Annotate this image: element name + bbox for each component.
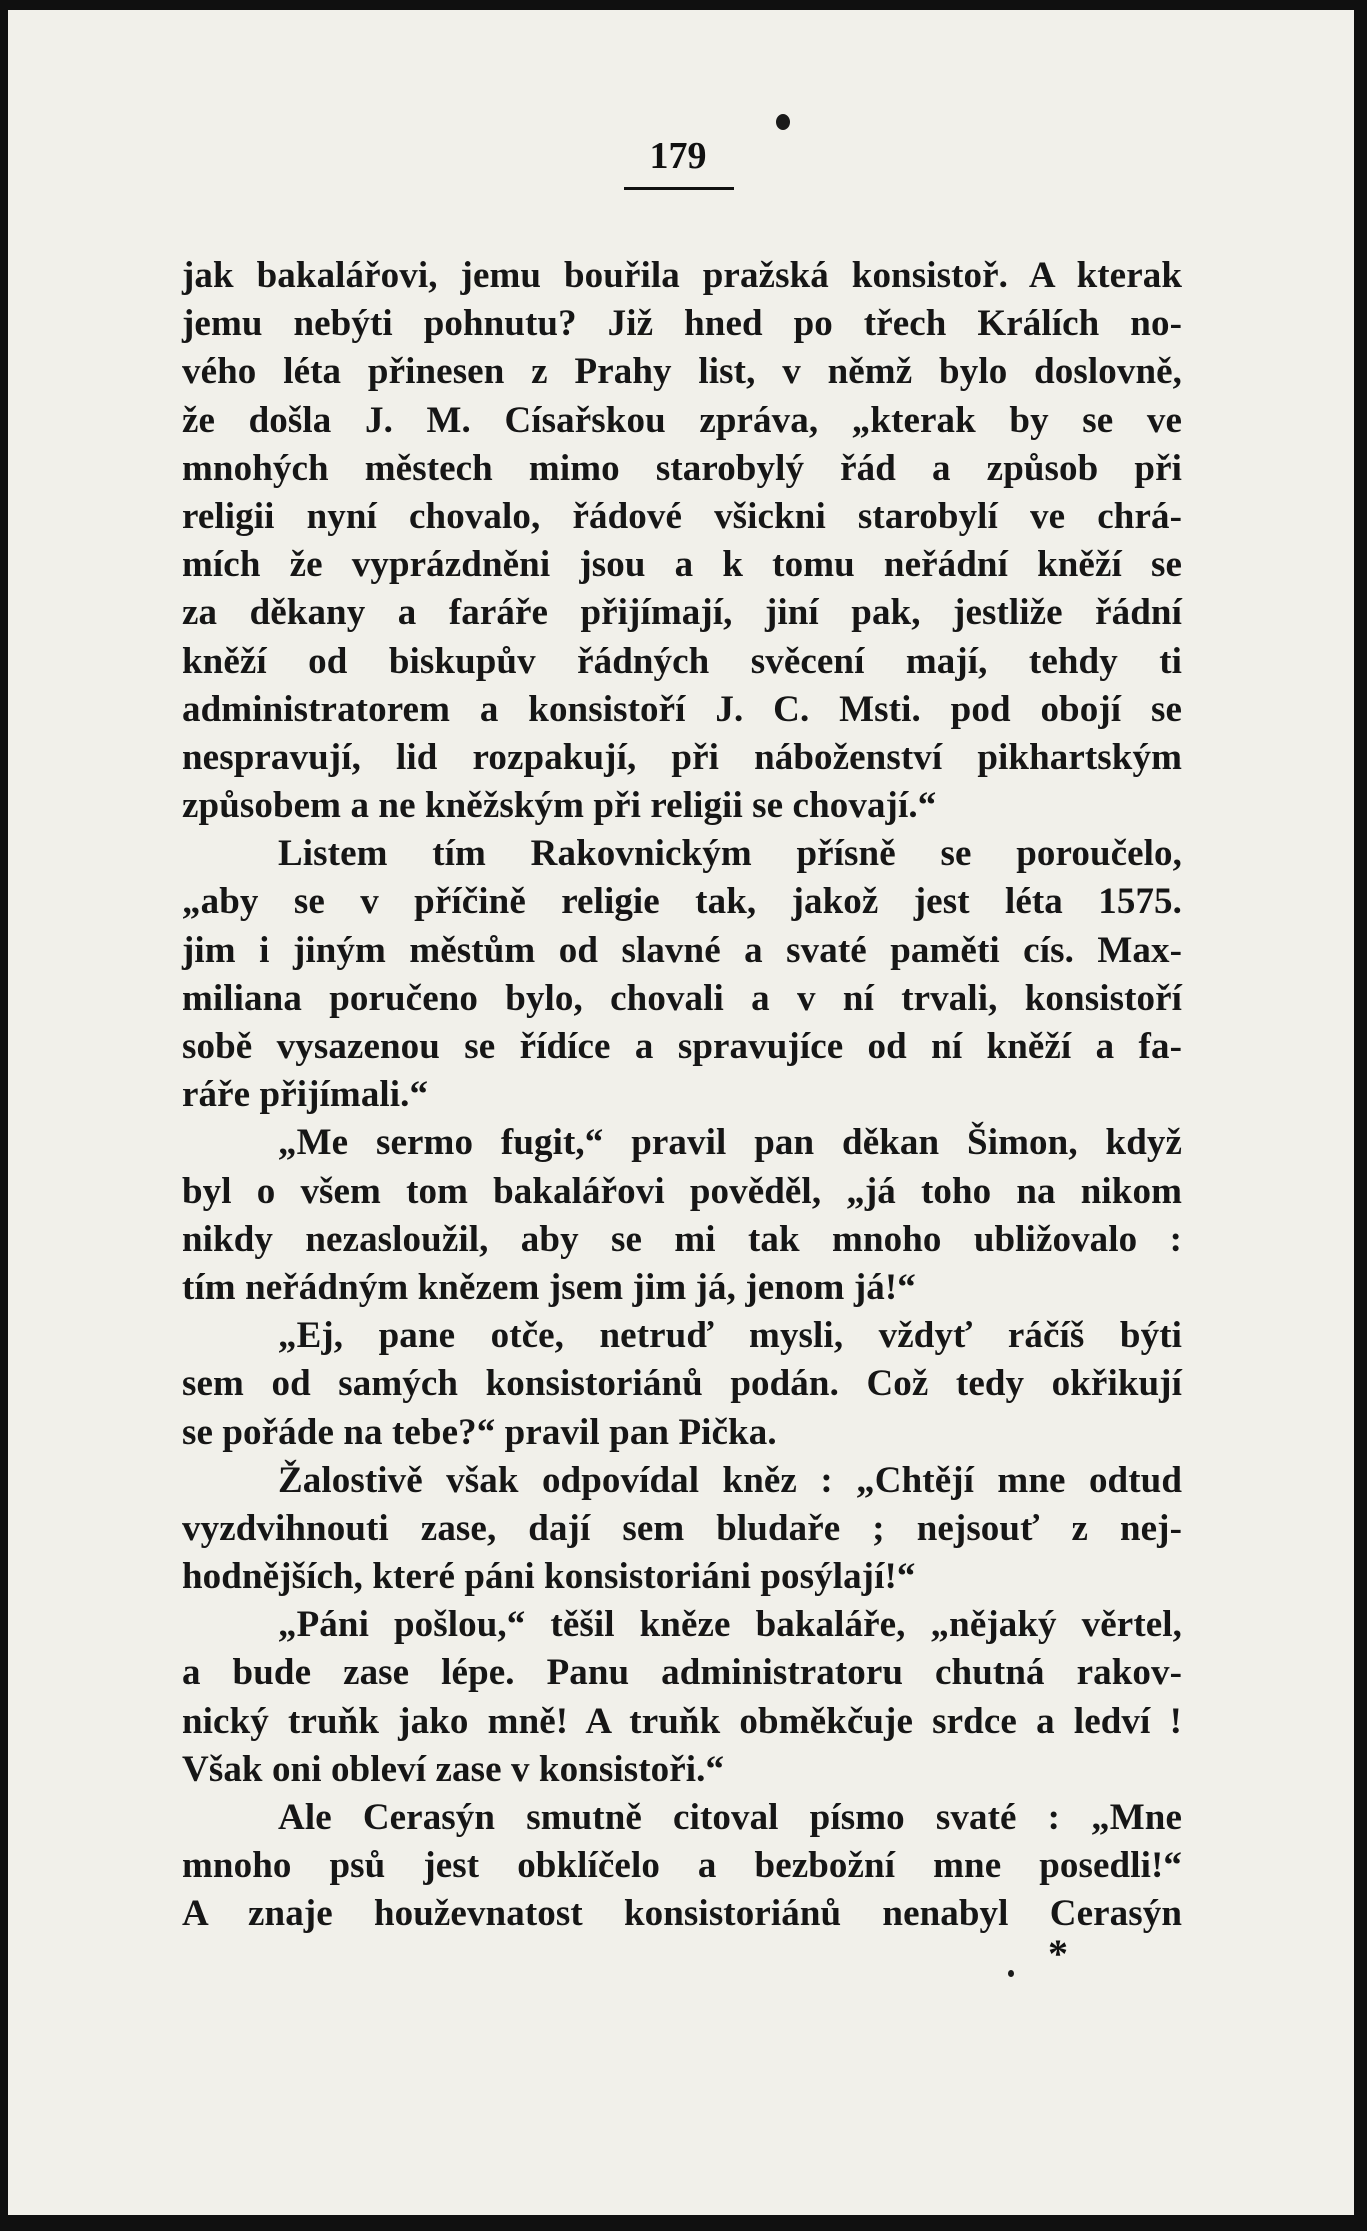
text-line: nespravují, lid rozpakují, při náboženství pikhartským	[182, 736, 1182, 778]
text-line: ráře přijímali.“	[182, 1074, 429, 1116]
text-line: tím neřádným knězem jsem jim já, jenom já!“	[182, 1266, 916, 1308]
page-number: 179	[649, 135, 707, 177]
text-line: se pořáde na tebe?“ pravil pan Pička.	[182, 1411, 777, 1453]
text-line: mnoho psů jest obklíčelo a bezbožní mne posedli!“	[182, 1845, 1182, 1887]
body-text	[182, 252, 1182, 1939]
text-line: nický truňk jako mně! A truňk obměkčuje srdce a ledví !	[182, 1700, 1182, 1742]
text-line: že došla J. M. Císařskou zpráva, „kterak by se ve	[182, 399, 1182, 441]
text-line: nikdy nezasloužil, aby se mi tak mnoho ubližovalo :	[182, 1218, 1182, 1260]
text-line: a bude zase lépe. Panu administratoru chutná rakov-	[182, 1652, 1182, 1694]
text-line: byl o všem tom bakalářovi pověděl, „já toho na nikom	[182, 1170, 1182, 1212]
text-line: způsobem a ne kněžským při religii se chovají.“	[182, 785, 937, 827]
text-line: za děkany a faráře přijímají, jiní pak, jestliže řádní	[182, 592, 1182, 634]
text-line: sem od samých konsistoriánů podán. Což tedy okřikují	[182, 1363, 1182, 1405]
text-line: „Ej, pane otče, netruď mysli, vždyť ráčíš býti	[278, 1315, 1182, 1357]
book-page	[8, 10, 1354, 2215]
ink-speck	[1008, 1970, 1014, 1977]
text-line: Žalostivě však odpovídal kněz : „Chtějí mne odtud	[278, 1459, 1182, 1501]
text-line: mích že vyprázdněni jsou a k tomu neřádní kněží se	[182, 544, 1182, 586]
text-line: jak bakalářovi, jemu bouřila pražská konsistoř. A kterak	[182, 255, 1182, 296]
signature-mark: *	[1048, 1931, 1068, 1976]
text-line: „Páni pošlou,“ těšil kněze bakaláře, „nějaký věrtel,	[278, 1604, 1182, 1646]
text-line: Ale Cerasýn smutně citoval písmo svaté : „Mne	[278, 1797, 1182, 1838]
text-line: administratorem a konsistoří J. C. Msti. pod obojí se	[182, 688, 1182, 730]
ink-spot	[776, 114, 790, 130]
text-line: jemu nebýti pohnutu? Již hned po třech Králích no-	[182, 303, 1182, 345]
text-line: sobě vysazenou se řídíce a spravujíce od ní kněží a fa-	[182, 1026, 1182, 1067]
text-line: hodnějších, které páni konsistoriáni posýlají!“	[182, 1556, 916, 1598]
page-number-rule	[624, 187, 734, 190]
text-line: religii nyní chovalo, řádové všickni starobylí ve chrá-	[182, 495, 1182, 537]
text-line: „aby se v příčině religie tak, jakož jest léta 1575.	[182, 881, 1182, 923]
text-line: mnohých městech mimo starobylý řád a způsob při	[182, 447, 1182, 489]
text-line: miliana poručeno bylo, chovali a v ní trvali, konsistoří	[182, 977, 1182, 1019]
text-line: kněží od biskupův řádných svěcení mají, tehdy ti	[182, 640, 1182, 682]
text-line: jim i jiným městům od slavné a svaté paměti cís. Max-	[182, 929, 1182, 971]
text-line: vyzdvihnouti zase, dají sem bludaře ; nejsouť z nej-	[182, 1507, 1182, 1549]
text-line: Listem tím Rakovnickým přísně se poroučelo,	[278, 833, 1182, 875]
text-line: A znaje houževnatost konsistoriánů nenabyl Cerasýn	[182, 1893, 1182, 1935]
text-line: vého léta přinesen z Prahy list, v němž bylo doslovně,	[182, 351, 1182, 393]
text-line: Však oni obleví zase v konsistoři.“	[182, 1748, 725, 1790]
text-line: „Me sermo fugit,“ pravil pan děkan Šimon, když	[278, 1122, 1182, 1164]
